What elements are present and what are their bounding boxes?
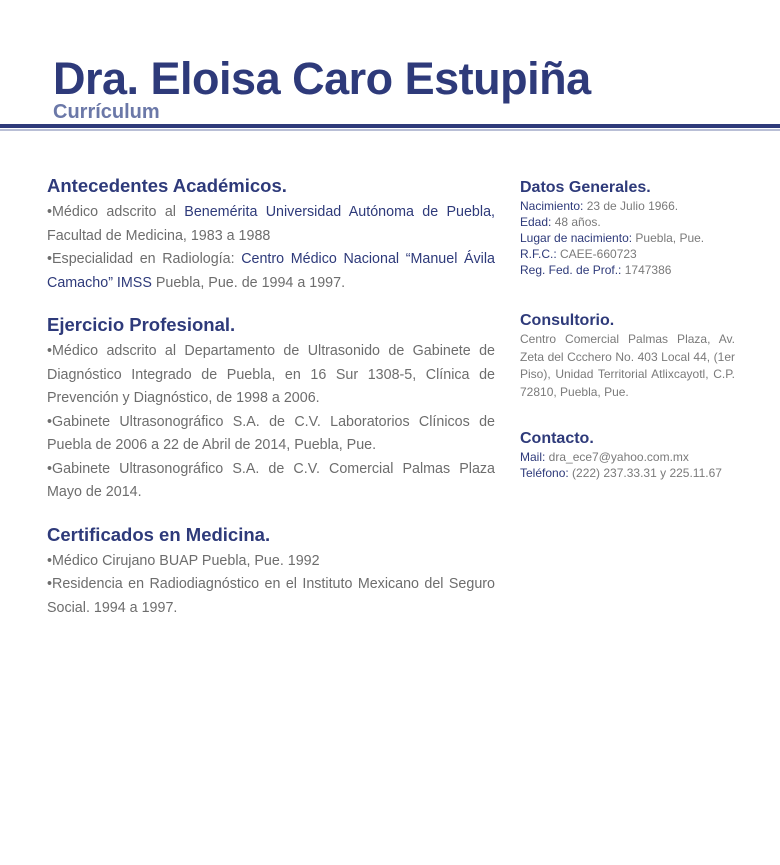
certificates-section [47, 523, 495, 621]
general-row [520, 262, 735, 278]
general-row [520, 230, 735, 246]
professional-section [47, 313, 495, 505]
academic-item-2-institution: Centro Médico Nacional “Manuel Ávila Camacho” IMSS [47, 251, 495, 291]
professional-title: Ejercicio Profesional. [47, 314, 236, 335]
academic-item-1 [47, 201, 495, 248]
professional-item: •Gabinete Ultrasonográfico S.A. de C.V. Laboratorios Clínicos de Puebla de 2006 a 22 de Abril de 2014, Puebla, Pue. [47, 413, 495, 453]
general-title: Datos Generales. [520, 179, 651, 196]
professional-item: •Gabinete Ultrasonográfico S.A. de C.V. Comercial Palmas Plaza Mayo de 2014. [47, 460, 495, 500]
general-label: R.F.C.: [520, 247, 557, 261]
contact-row [520, 449, 735, 465]
contact-row [520, 465, 735, 481]
general-row [520, 214, 735, 230]
office-title: Consultorio. [520, 312, 615, 329]
general-label: Reg. Fed. de Prof.: [520, 263, 622, 277]
general-section [520, 178, 735, 278]
academic-title: Antecedentes Académicos. [47, 175, 287, 196]
main-column [47, 174, 495, 638]
academic-item-2-prefix: •Especialidad en Radiología: [47, 251, 242, 267]
page-subtitle: Currículum [53, 101, 160, 123]
contact-title: Contacto. [520, 430, 594, 447]
general-label: Nacimiento: [520, 199, 584, 213]
general-label: Edad: [520, 215, 552, 229]
contact-label: Mail: [520, 450, 546, 464]
contact-section [520, 429, 735, 481]
page-title: Dra. Eloisa Caro Estupiña [53, 53, 591, 104]
general-value: Puebla, Pue. [632, 231, 705, 245]
academic-item-1-institution: Benemérita Universidad Autónoma de Puebla, [184, 204, 495, 220]
header-rule [0, 124, 780, 128]
academic-item-2 [47, 248, 495, 295]
sidebar-column [520, 178, 735, 481]
certificate-item: •Residencia en Radiodiagnóstico en el Instituto Mexicano del Seguro Social. 1994 a 1997. [47, 576, 495, 616]
certificate-item: •Médico Cirujano BUAP Puebla, Pue. 1992 [47, 552, 320, 569]
general-row [520, 198, 735, 214]
general-row [520, 246, 735, 262]
academic-item-1-prefix: •Médico adscrito al [47, 204, 185, 220]
general-value: 48 años. [551, 215, 601, 229]
email-value[interactable]: dra_ece7@yahoo.com.mx [545, 450, 689, 464]
general-value: 23 de Julio 1966. [583, 199, 679, 213]
header-rule-light [0, 129, 780, 131]
professional-item: •Médico adscrito al Departamento de Ultrasonido de Gabinete de Diagnóstico Integrado de Puebla, en 16 Sur 1308-5, Clínica de Prevención y Diagnóstico, de 1998 a 2006. [47, 343, 495, 406]
general-value: CAEE-660723 [556, 247, 637, 261]
general-value: 1747386 [621, 263, 672, 277]
academic-item-1-suffix: Facultad de Medicina, 1983 a 1988 [47, 227, 271, 244]
certificates-title: Certificados en Medicina. [47, 523, 271, 545]
office-section [520, 311, 735, 401]
academic-section [47, 174, 495, 295]
phone-value: (222) 237.33.31 y 225.11.67 [568, 466, 722, 480]
contact-label: Teléfono: [520, 466, 569, 480]
office-address: Centro Comercial Palmas Plaza, Av. Zeta del Ccchero No. 403 Local 44, (1er Piso), Unidad Territorial Atlixcayotl, C.P. 72810, Puebla, Pue. [520, 332, 735, 399]
general-label: Lugar de nacimiento: [520, 231, 633, 245]
academic-item-2-suffix: Puebla, Pue. de 1994 a 1997. [151, 274, 346, 291]
